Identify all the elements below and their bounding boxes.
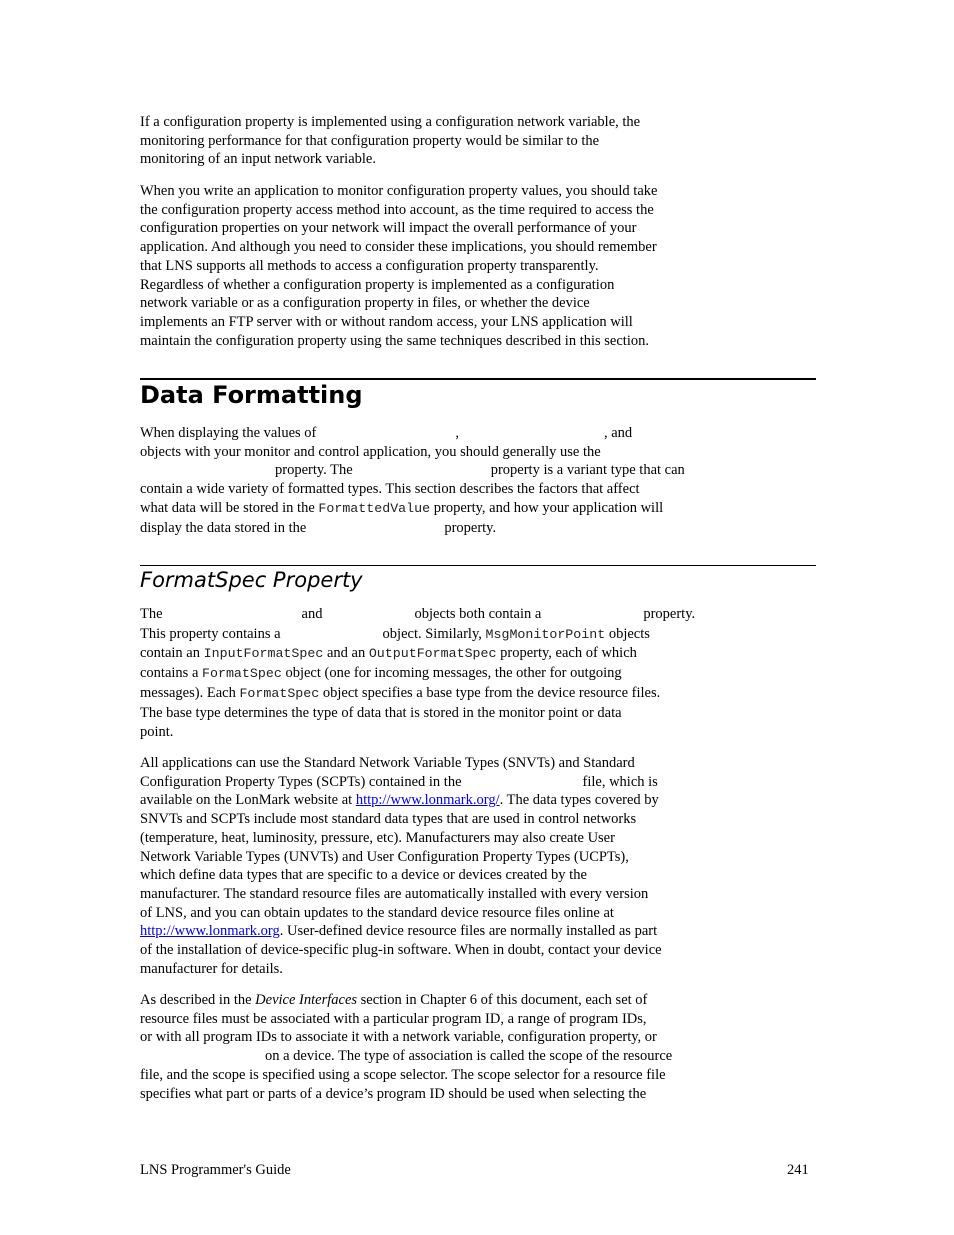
text-line: Configuration Property Types (SCPTs) contained in the file, which is <box>140 773 658 790</box>
text-line: on a device. The type of association is called the scope of the resource <box>265 1048 673 1065</box>
section-heading-formatspec-property: FormatSpec Property <box>140 568 363 592</box>
text-line: or with all program IDs to associate it with a network variable, configuration property, or <box>140 1029 657 1046</box>
footer-title: LNS Programmer's Guide <box>140 1162 291 1178</box>
intro-paragraph-2 <box>140 182 788 350</box>
text-line: contain an InputFormatSpec and an OutputFormatSpec property, each of which <box>140 645 637 662</box>
lonmark-link[interactable]: http://www.lonmark.org <box>140 923 280 940</box>
text-line: network variable or as a configuration property in files, or whether the device <box>140 295 590 312</box>
page-number: 241 <box>787 1162 809 1178</box>
italic-reference: Device Interfaces <box>255 992 358 1008</box>
code-output-format-spec: OutputFormatSpec <box>368 646 497 662</box>
text-line: that LNS supports all methods to access a configuration property transparently. <box>140 257 599 274</box>
text-line: the configuration property access method into account, as the time required to access the <box>140 201 654 218</box>
text-line: contain a wide variety of formatted types. This section describes the factors that affect <box>140 481 640 498</box>
lonmark-link[interactable]: http://www.lonmark.org/ <box>355 792 500 809</box>
text-line: point. <box>140 724 174 741</box>
text-line: of LNS, and you can obtain updates to the standard device resource files online at <box>140 904 614 921</box>
text-line: configuration properties on your network will impact the overall performance of your <box>140 220 637 237</box>
text-line: The and objects both contain a property. <box>140 606 696 622</box>
code-input-format-spec: InputFormatSpec <box>203 646 324 662</box>
text-line: monitoring performance for that configuration property would be similar to the <box>140 132 600 149</box>
text-line: When you write an application to monitor configuration property values, you should take <box>140 183 658 199</box>
text-line: objects with your monitor and control application, you should generally use the <box>140 443 601 460</box>
text-line: maintain the configuration property using the same techniques described in this section. <box>140 332 649 349</box>
text-line: specifies what part or parts of a device’s program ID should be used when selecting the <box>140 1085 647 1102</box>
text-line: If a configuration property is implemented using a configuration network variable, the <box>140 114 641 130</box>
code-formatted-value: FormattedValue <box>318 500 431 516</box>
text-line: http://www.lonmark.org. User-defined device resource files are normally installed as part <box>140 923 658 940</box>
text-line: which define data types that are specific to a device or devices created by the <box>140 867 587 884</box>
text-line: manufacturer. The standard resource files are automatically installed with every version <box>140 885 649 902</box>
text-line: (temperature, heat, luminosity, pressure, etc). Manufacturers may also create User <box>140 829 615 846</box>
intro-paragraph-1 <box>140 113 788 169</box>
data-formatting-paragraph <box>140 424 788 537</box>
text-line: contains a FormatSpec object (one for incoming messages, the other for outgoing <box>140 665 622 682</box>
code-msg-monitor-point: MsgMonitorPoint <box>485 626 606 642</box>
text-line: manufacturer for details. <box>140 960 283 977</box>
text-line: The base type determines the type of data that is stored in the monitor point or data <box>140 704 622 721</box>
text-line: of the installation of device-specific plug-in software. When in doubt, contact your device <box>140 942 662 959</box>
text-line: All applications can use the Standard Network Variable Types (SNVTs) and Standard <box>140 755 635 771</box>
text-line: application. And although you need to consider these implications, you should remember <box>140 239 657 256</box>
code-format-spec: FormatSpec <box>202 666 282 682</box>
text-line: Network Variable Types (UNVTs) and User Configuration Property Types (UCPTs), <box>140 848 629 865</box>
text-line: SNVTs and SCPTs include most standard data types that are used in control networks <box>140 811 637 828</box>
text-line: Regardless of whether a configuration property is implemented as a configuration <box>140 276 615 293</box>
text-line: available on the LonMark website at http://www.lonmark.org/. The data types covered by <box>140 792 659 809</box>
code-format-spec: FormatSpec <box>239 685 320 701</box>
text-line: resource files must be associated with a particular program ID, a range of program IDs, <box>140 1010 647 1027</box>
text-line: display the data stored in the property. <box>140 519 497 536</box>
formatspec-paragraph-3 <box>140 991 788 1103</box>
text-line: When displaying the values of , , and <box>140 425 633 441</box>
text-line: file, and the scope is specified using a scope selector. The scope selector for a resource file <box>140 1066 666 1083</box>
text-line: messages). Each FormatSpec object specifies a base type from the device resource files. <box>140 684 661 701</box>
text-line: monitoring of an input network variable. <box>140 151 376 168</box>
text-line: what data will be stored in the FormattedValue property, and how your application will <box>140 499 664 516</box>
section-heading-data-formatting: Data Formatting <box>140 381 363 409</box>
formatspec-paragraph-1 <box>140 605 788 743</box>
text-line: As described in the Device Interfaces section in Chapter 6 of this document, each set of <box>140 992 648 1008</box>
text-line: property. The property is a variant type that can <box>275 462 685 479</box>
text-line: implements an FTP server with or without random access, your LNS application will <box>140 313 633 330</box>
text-line: This property contains a object. Similarly, MsgMonitorPoint objects <box>140 625 650 642</box>
formatspec-paragraph-2 <box>140 754 788 978</box>
